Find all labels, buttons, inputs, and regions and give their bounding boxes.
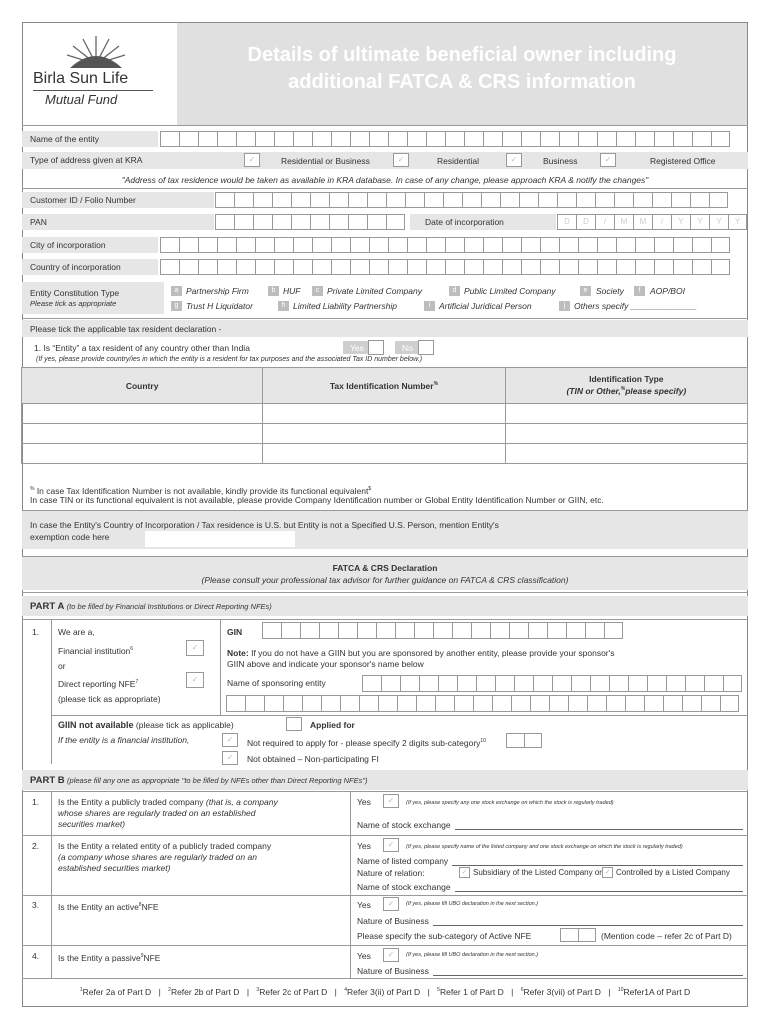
constitution-j: Others specify ______________ (574, 301, 697, 311)
customer-id-field[interactable] (215, 192, 728, 208)
entity-name-label: Name of the entity (30, 134, 99, 144)
b1-yes-checkbox[interactable]: ✓ (383, 794, 399, 808)
b3-mention-label: (Mention code – refer 2c of Part D) (601, 931, 732, 941)
we-are-label: We are a, (58, 627, 95, 637)
not-obtained-label: Not obtained – Non-participating FI (247, 754, 379, 764)
b1-yes-label: Yes (357, 797, 371, 807)
b1-question-1: Is the Entity a publicly traded company (that is, a company (58, 797, 278, 807)
address-option-2: Residential (437, 156, 480, 166)
footer-ref-5: $^5$Refer 1 of Part D (437, 986, 504, 997)
doi-field[interactable]: D D / M M / Y Y Y Y (557, 214, 747, 230)
tax-yes-checkbox[interactable] (368, 340, 384, 355)
doi-label: Date of incorporation (425, 217, 504, 227)
b2-relation-label: Nature of relation: (357, 868, 425, 878)
constitution-i-box[interactable]: i (424, 301, 435, 311)
tax-no-label: No (402, 343, 413, 353)
constitution-f: AOP/BOI (650, 286, 685, 296)
city-field[interactable] (160, 237, 730, 253)
col-tin-header: Tax Identification Number% (263, 368, 505, 404)
entity-name-field[interactable] (160, 131, 730, 147)
b2-subsidiary-label: Subsidiary of the Listed Company or (473, 868, 602, 877)
b2-question-3: established securities market) (58, 863, 171, 873)
tax-q1-note: (If yes, please provide country/ies in which the entity is a resident for tax purposes and the associated Tax ID number below.) (36, 356, 423, 363)
city-label: City of incorporation (30, 240, 106, 250)
fatca-title: FATCA & CRS Declaration (332, 563, 438, 573)
or-label: or (58, 661, 66, 671)
drn-checkbox[interactable]: ✓ (186, 672, 204, 688)
exemption-code-input[interactable] (145, 531, 295, 547)
fi-label: Financial institution$^6$ (58, 645, 134, 656)
tax-q1: 1. Is “Entity” a tax resident of any country other than India (34, 343, 250, 353)
b3-nob-label: Nature of Business (357, 916, 429, 926)
tax-no-checkbox[interactable] (418, 340, 434, 355)
b1-num: 1. (32, 797, 40, 807)
constitution-a-box[interactable]: a (171, 286, 182, 296)
col-country-header: Country (22, 368, 263, 404)
pan-label: PAN (30, 217, 47, 227)
sponsor-field-2[interactable] (226, 695, 739, 712)
b2-question-1: Is the Entity a related entity of a publicly traded company (58, 841, 272, 851)
b3-yes-label: Yes (357, 900, 371, 910)
pan-field[interactable] (215, 214, 405, 230)
tin-note-2: In case TIN or its functional equivalent is not available, please provide Company Identification number or Global Entity Identification Number or GIIN, etc. (30, 495, 604, 505)
b4-nob-label: Nature of Business (357, 966, 429, 976)
constitution-d-box[interactable]: d (449, 286, 460, 296)
sub-category-field[interactable] (506, 733, 542, 748)
b2-yes-note: (If yes, please specify name of the listed company and one stock exchange on which the stock is regularly traded) (406, 844, 683, 850)
footer-references: $^1$Refer 2a of Part D | $^2$Refer 2b of Part D | $^3$Refer 2c of Part D | $^4$Refer 3(ii) of Part D | $^5$Refer 1 of Part D | $^6$Refer 3(vii) of Part D | $^{10}$Refer1A of Part D (79, 986, 691, 997)
b3-yes-checkbox[interactable]: ✓ (383, 897, 399, 911)
b4-question: Is the Entity a passive$^9$NFE (58, 952, 161, 963)
gin-field[interactable] (262, 622, 623, 639)
tax-yes-label: Yes (350, 343, 364, 353)
b1-exchange-input[interactable] (455, 829, 743, 830)
b2-exchange-input[interactable] (455, 891, 743, 892)
constitution-b-box[interactable]: b (268, 286, 279, 296)
b2-question-2: (a company whose shares are regularly traded on an (58, 852, 257, 862)
constitution-a: Partnership Firm (186, 286, 249, 296)
exemption-line2: exemption code here (30, 532, 110, 542)
table-row[interactable] (22, 444, 748, 464)
constitution-b: HUF (283, 286, 301, 296)
title-line2: additional FATCA & CRS information (288, 71, 636, 93)
address-type-label: Type of address given at KRA (30, 155, 143, 165)
fatca-subtitle: (Please consult your professional tax advisor for further guidance on FATCA & CRS classification) (201, 575, 569, 585)
constitution-c-box[interactable]: c (312, 286, 323, 296)
constitution-g: Trust H Liquidator (186, 301, 253, 311)
part-a-num: 1. (32, 627, 40, 637)
constitution-i: Artificial Juridical Person (439, 301, 532, 311)
footer-ref-7: $^{10}$Refer1A of Part D (617, 986, 691, 997)
b4-num: 4. (32, 951, 40, 961)
b4-yes-checkbox[interactable]: ✓ (383, 948, 399, 962)
b3-yes-note: (If yes, please fill UBO declaration in the next section.) (406, 901, 539, 907)
logo-divider (33, 90, 153, 91)
tin-note-1: % In case Tax Identification Number is not available, kindly provide its functional equivalent$ (30, 485, 372, 496)
address-option-1-checkbox[interactable]: ✓ (244, 153, 260, 167)
b4-yes-note: (If yes, please fill UBO declaration in the next section.) (406, 952, 539, 958)
constitution-label: Entity Constitution Type (30, 288, 120, 298)
constitution-h-box[interactable]: h (278, 301, 289, 311)
tax-residency-table (21, 367, 748, 464)
b2-subsidiary-checkbox[interactable]: ✓ (459, 867, 470, 878)
drn-label: Direct reporting NFE$^7$ (58, 678, 139, 689)
constitution-d: Public Limited Company (464, 286, 556, 296)
sponsor-field[interactable] (362, 675, 742, 692)
constitution-e: Society (596, 286, 624, 296)
footer-ref-6: $^6$Refer 3(vii) of Part D (520, 986, 601, 997)
b2-listed-label: Name of listed company (357, 856, 449, 866)
not-required-label: Not required to apply for - please specify 2 digits sub-category$^{10}$ (247, 737, 486, 748)
logo-line2: Mutual Fund (45, 92, 118, 107)
b2-exchange-label: Name of stock exchange (357, 882, 451, 892)
fi-checkbox[interactable]: ✓ (186, 640, 204, 656)
b4-nob-input[interactable] (433, 975, 743, 976)
tick-appropriate: (please tick as appropriate) (58, 694, 161, 704)
logo-line1: Birla Sun Life (33, 70, 129, 87)
col-idtype-header: Identification Type (TIN or Other,%please specify) (505, 368, 747, 404)
part-b-heading: PART B (please fill any one as appropriate "to be filled by NFEs other than Direct Reporting NFEs") (30, 775, 368, 786)
gin-note-2: GIIN above and indicate your sponsor's name below (227, 659, 424, 669)
b4-yes-label: Yes (357, 951, 371, 961)
table-row[interactable] (22, 404, 748, 424)
b2-controlled-checkbox[interactable]: ✓ (602, 867, 613, 878)
b3-nob-input[interactable] (433, 925, 743, 926)
address-option-4: Registered Office (650, 156, 716, 166)
constitution-e-box[interactable]: e (580, 286, 591, 296)
b1-question-3: securities market) (58, 819, 126, 829)
constitution-c: Private Limited Company (327, 286, 422, 296)
address-option-4-checkbox[interactable]: ✓ (600, 153, 616, 167)
address-note: "Address of tax residence would be taken as available in KRA database. In case of any change, please approach KRA & notify the changes" (121, 175, 649, 185)
constitution-g-box[interactable]: g (171, 301, 182, 311)
footer-ref-3: $^3$Refer 2c of Part D (256, 986, 328, 997)
footer-ref-1: $^1$Refer 2a of Part D (79, 986, 152, 997)
footer-ref-4: $^4$Refer 3(ii) of Part D (344, 986, 421, 997)
applied-for-checkbox[interactable] (286, 717, 302, 731)
b2-controlled-label: Controlled by a Listed Company (616, 868, 730, 877)
b2-listed-input[interactable] (452, 865, 743, 866)
country-label: Country of incorporation (30, 262, 121, 272)
sponsor-label: Name of sponsoring entity (227, 678, 326, 688)
exemption-line1: In case the Entity's Country of Incorporation / Tax residence is U.S. but Entity is not a Specified U.S. Person, mention Entity's (30, 520, 499, 530)
part-a-heading: PART A (to be filled by Financial Institutions or Direct Reporting NFEs) (30, 601, 272, 612)
b2-num: 2. (32, 841, 40, 851)
b3-question: Is the Entity an active$^8$NFE (58, 901, 159, 912)
not-required-checkbox[interactable]: ✓ (222, 733, 238, 747)
table-row[interactable] (22, 424, 748, 444)
address-option-3: Business (543, 156, 578, 166)
country-field[interactable] (160, 259, 730, 275)
b3-subcat-field[interactable] (560, 928, 596, 942)
gin-note-1: Note: If you do not have a GIIN but you are sponsored by another entity, please provide your sponsor's (227, 648, 615, 658)
constitution-f-box[interactable]: f (634, 286, 645, 296)
footer-ref-2: $^2$Refer 2b of Part D (168, 986, 240, 997)
constitution-sub-label: Please tick as appropriate (30, 299, 117, 308)
gin-label: GIN (227, 627, 243, 637)
constitution-j-box[interactable]: j (559, 301, 570, 311)
address-option-3-checkbox[interactable]: ✓ (506, 153, 522, 167)
tax-heading: Please tick the applicable tax resident declaration - (30, 324, 222, 334)
b1-question-2: whose shares are regularly traded on an established (58, 808, 256, 818)
address-option-2-checkbox[interactable]: ✓ (393, 153, 409, 167)
address-option-1: Residential or Business (281, 156, 370, 166)
b2-yes-checkbox[interactable]: ✓ (383, 838, 399, 852)
b2-yes-label: Yes (357, 841, 371, 851)
title-line1: Details of ultimate beneficial owner including (247, 44, 677, 66)
b1-yes-note: (If yes, please specify any one stock exchange on which the stock is regularly traded) (406, 800, 614, 806)
b1-exchange-label: Name of stock exchange (357, 820, 451, 830)
if-fi-label: If the entity is a financial institution, (58, 735, 190, 745)
customer-id-label: Customer ID / Folio Number (30, 195, 136, 205)
constitution-h: Limited Liability Partnership (293, 301, 397, 311)
applied-for-label: Applied for (310, 720, 355, 730)
b3-num: 3. (32, 900, 40, 910)
b3-subcat-label: Please specify the sub-category of Active NFE (357, 931, 532, 941)
not-obtained-checkbox[interactable]: ✓ (222, 751, 238, 765)
giin-na-label: GIIN not available (please tick as applicable) (58, 720, 234, 730)
